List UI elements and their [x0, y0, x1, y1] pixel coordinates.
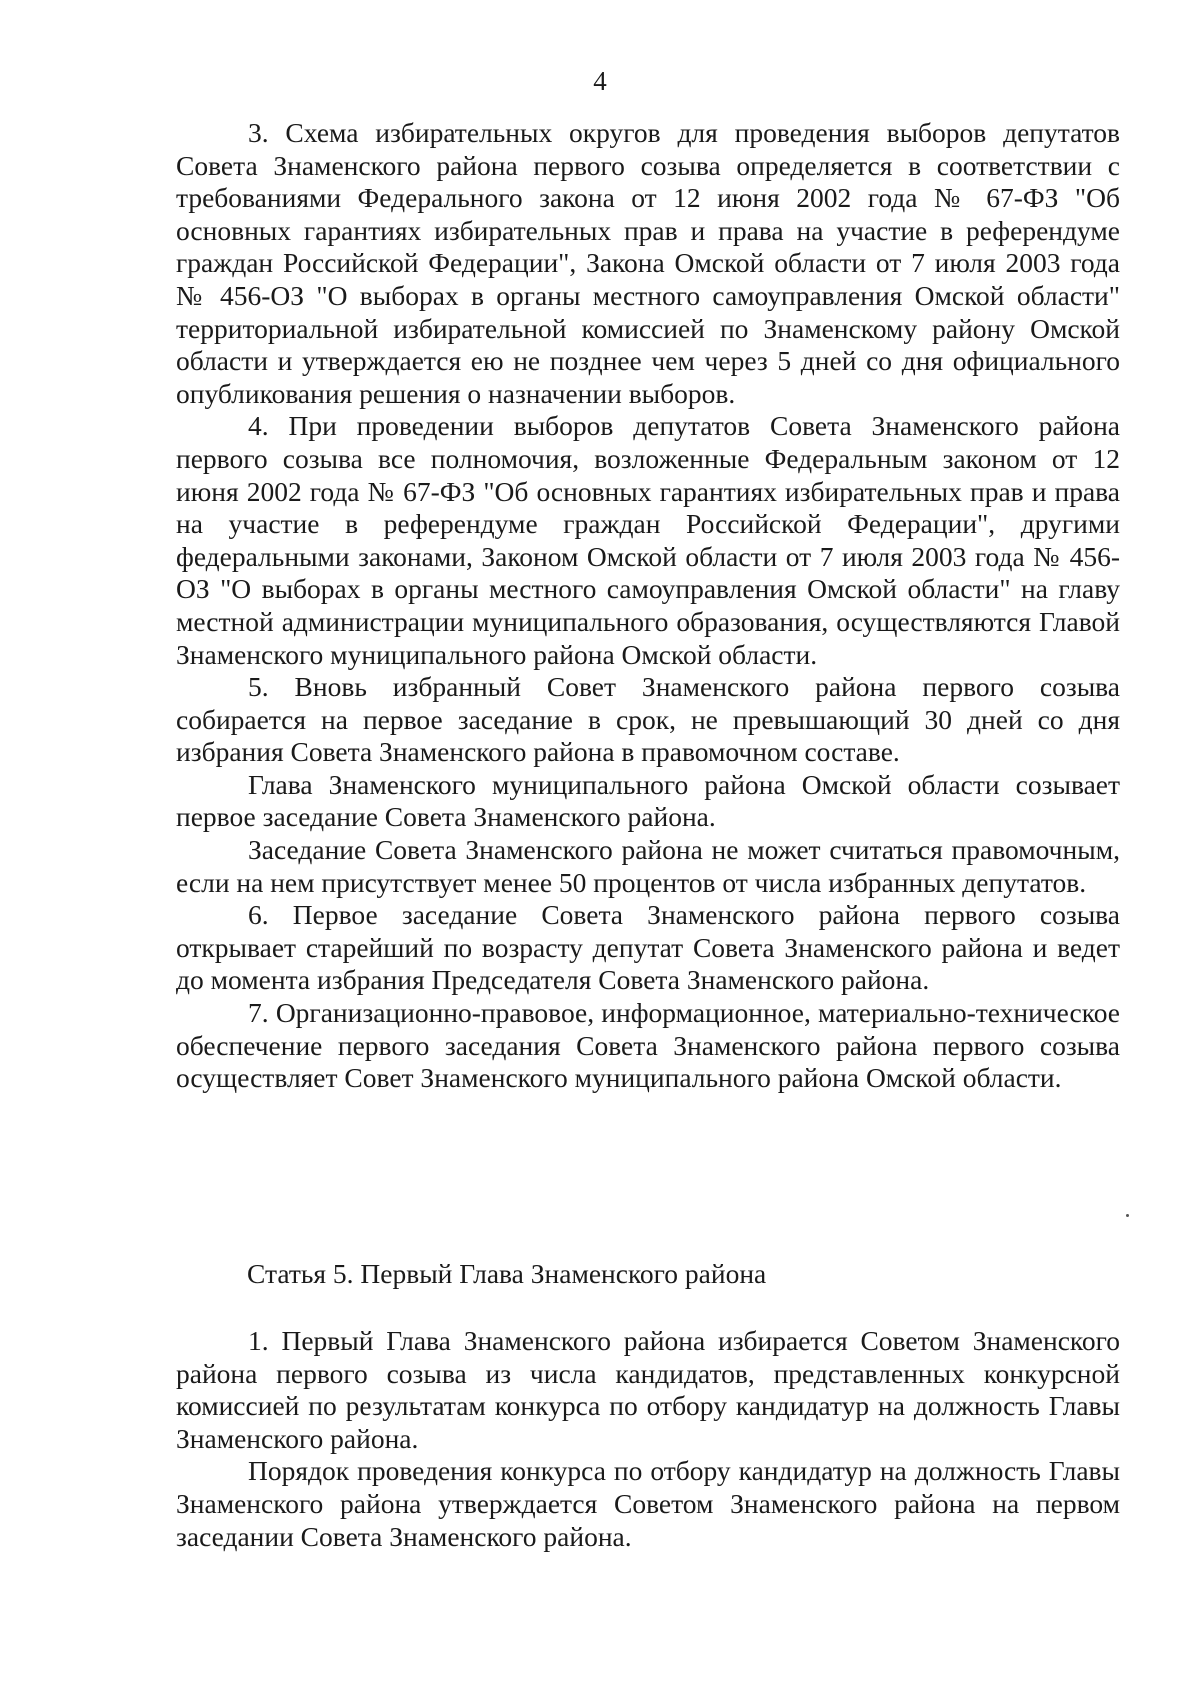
paragraph-chair-convenes: Глава Знаменского муниципального района Омской области созывает первое заседание Совета Знаменского района.	[176, 768, 1120, 833]
paragraph-item-3: 3. Схема избирательных округов для проведения выборов депутатов Совета Знаменского района первого созыва определяется в соответствии с требованиями Федерального закона от 12 июня 2002 года № 67-ФЗ "Об основных гарантиях избирательных прав и права на участие в референдуме граждан Российской Федерации", Закона Омской области от 7 июля 2003 года № 456-ОЗ "О выборах в органы местного самоуправления Омской области" территориальной избирательной комиссией по Знаменскому району Омской области и утверждается ею не позднее чем через 5 дней со дня официального опубликования решения о назначении выборов.	[176, 117, 1120, 409]
paragraph-item-4: 4. При проведении выборов депутатов Совета Знаменского района первого созыва все полномочия, возложенные Федеральным законом от 12 июня 2002 года № 67-ФЗ "Об основных гарантиях избирательных прав и права на участие в референдуме граждан Российской Федерации", другими федеральными законами, Законом Омской области от 7 июля 2003 года № 456-ОЗ "О выборах в органы местного самоуправления Омской области" на главу местной администрации муниципального образования, осуществляются Главой Знаменского муниципального района Омской области.	[176, 410, 1120, 670]
paragraph-item-5: 5. Вновь избранный Совет Знаменского района первого созыва собирается на первое заседание в срок, не превышающий 30 дней со дня избрания Совета Знаменского района в правомочном составе.	[176, 671, 1120, 768]
article-5-paragraphs	[176, 1325, 1120, 1553]
page-number: 4	[593, 66, 607, 96]
paragraph-item-7: 7. Организационно-правовое, информационное, материально-техническое обеспечение первого заседания Совета Знаменского района первого созыва осуществляет Совет Знаменского муниципального района Омской области.	[176, 997, 1120, 1094]
scan-artifact-dot	[1126, 1214, 1129, 1217]
article-heading: Статья 5. Первый Глава Знаменского района	[247, 1258, 767, 1289]
paragraph-quorum: Заседание Совета Знаменского района не может считаться правомочным, если на нем присутствует менее 50 процентов от числа избранных депутатов.	[176, 834, 1120, 898]
article-5-paragraph-procedure: Порядок проведения конкурса по отбору кандидатур на должность Главы Знаменского района утверждается Советом Знаменского района на первом заседании Совета Знаменского района.	[176, 1455, 1120, 1552]
paragraph-item-6: 6. Первое заседание Совета Знаменского района первого созыва открывает старейший по возрасту депутат Совета Знаменского района и ведет до момента избрания Председателя Совета Знаменского района.	[176, 899, 1120, 996]
article-5-paragraph-1: 1. Первый Глава Знаменского района избирается Советом Знаменского района первого созыва из числа кандидатов, представленных конкурсной комиссией по результатам конкурса по отбору кандидатур на должность Главы Знаменского района.	[176, 1325, 1120, 1454]
section-paragraphs	[176, 117, 1120, 1095]
